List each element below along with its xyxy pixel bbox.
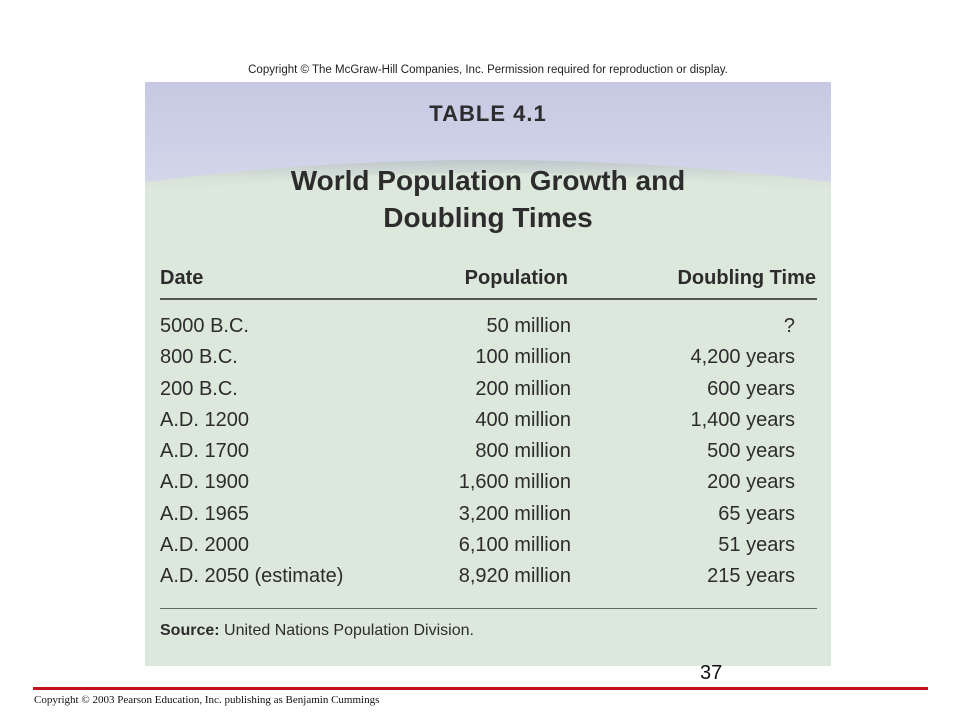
table-label: TABLE 4.1	[429, 101, 547, 126]
cell-population: 200 million	[475, 377, 571, 400]
cell-doubling-time: 4,200 years	[690, 346, 795, 369]
year: 1200	[204, 408, 249, 431]
cell-population: 3,200 million	[458, 502, 571, 525]
table-title-line-2: Doubling Times	[383, 202, 593, 233]
year: 1900	[204, 471, 249, 494]
year: 2000	[204, 534, 249, 557]
cell-date	[160, 378, 238, 401]
cell-doubling-time: ?	[783, 315, 795, 337]
cell-doubling-time: 500 years	[707, 440, 795, 463]
table-body	[145, 311, 831, 593]
cell-doubling-time: 215 years	[707, 565, 795, 588]
table-title	[145, 162, 831, 236]
table-row	[145, 561, 831, 592]
era-prefix: A.D.	[160, 408, 199, 431]
era-prefix: A.D.	[160, 534, 199, 557]
cell-doubling-time: 200 years	[707, 471, 795, 494]
cell-population: 800 million	[475, 440, 571, 463]
header-divider	[160, 298, 817, 300]
cell-date	[160, 315, 249, 338]
column-header-doubling-time: Doubling Time	[677, 267, 816, 289]
page-number: 37	[700, 662, 723, 684]
era-prefix: A.D.	[160, 471, 199, 494]
cell-population: 100 million	[475, 346, 571, 369]
era-prefix: A.D.	[160, 502, 199, 525]
era-prefix: A.D.	[160, 565, 199, 588]
table-row	[145, 499, 831, 530]
cell-date	[160, 440, 249, 463]
cell-date	[160, 534, 249, 557]
table-row	[145, 405, 831, 436]
table-row	[145, 311, 831, 342]
year: 2050 (estimate)	[204, 565, 344, 588]
cell-date	[160, 409, 249, 432]
table-row	[145, 342, 831, 373]
year: 800	[160, 346, 194, 369]
cell-doubling-time: 600 years	[707, 377, 795, 400]
cell-date	[160, 565, 343, 588]
footer-copyright: Copyright © 2003 Pearson Education, Inc. publishing as Benjamin Cummings	[34, 694, 380, 706]
cell-population: 6,100 million	[458, 534, 571, 557]
column-header-date: Date	[160, 267, 204, 289]
table-row	[145, 530, 831, 561]
footer-divider	[160, 608, 817, 609]
cell-population: 400 million	[475, 408, 571, 431]
cell-date	[160, 503, 249, 526]
cell-date	[160, 471, 249, 494]
cell-doubling-time: 1,400 years	[690, 408, 795, 431]
year: 200	[160, 377, 194, 400]
footer-divider-red	[33, 687, 928, 690]
era-suffix: B.C.	[198, 346, 238, 369]
source-text: United Nations Population Division.	[224, 622, 474, 639]
era-prefix: A.D.	[160, 440, 199, 463]
table-row	[145, 436, 831, 467]
year: 1965	[204, 502, 249, 525]
table-row	[145, 467, 831, 498]
cell-population: 8,920 million	[458, 565, 571, 588]
mcgraw-hill-copyright: Copyright © The McGraw-Hill Companies, Inc. Permission required for reproduction or display.	[248, 64, 728, 76]
cell-date	[160, 346, 238, 369]
cell-population: 50 million	[486, 315, 571, 337]
table-row	[145, 374, 831, 405]
table-panel	[145, 82, 831, 666]
source-label: Source:	[160, 622, 220, 639]
era-suffix: B.C.	[210, 315, 249, 337]
table-title-line-1: World Population Growth and	[290, 165, 686, 196]
era-suffix: B.C.	[198, 377, 238, 400]
year: 1700	[204, 440, 249, 463]
cell-doubling-time: 51 years	[718, 534, 795, 557]
column-header-population: Population	[464, 267, 568, 289]
cell-population: 1,600 million	[458, 471, 571, 494]
year: 5000	[160, 315, 205, 337]
table-source	[160, 622, 474, 640]
cell-doubling-time: 65 years	[718, 502, 795, 525]
